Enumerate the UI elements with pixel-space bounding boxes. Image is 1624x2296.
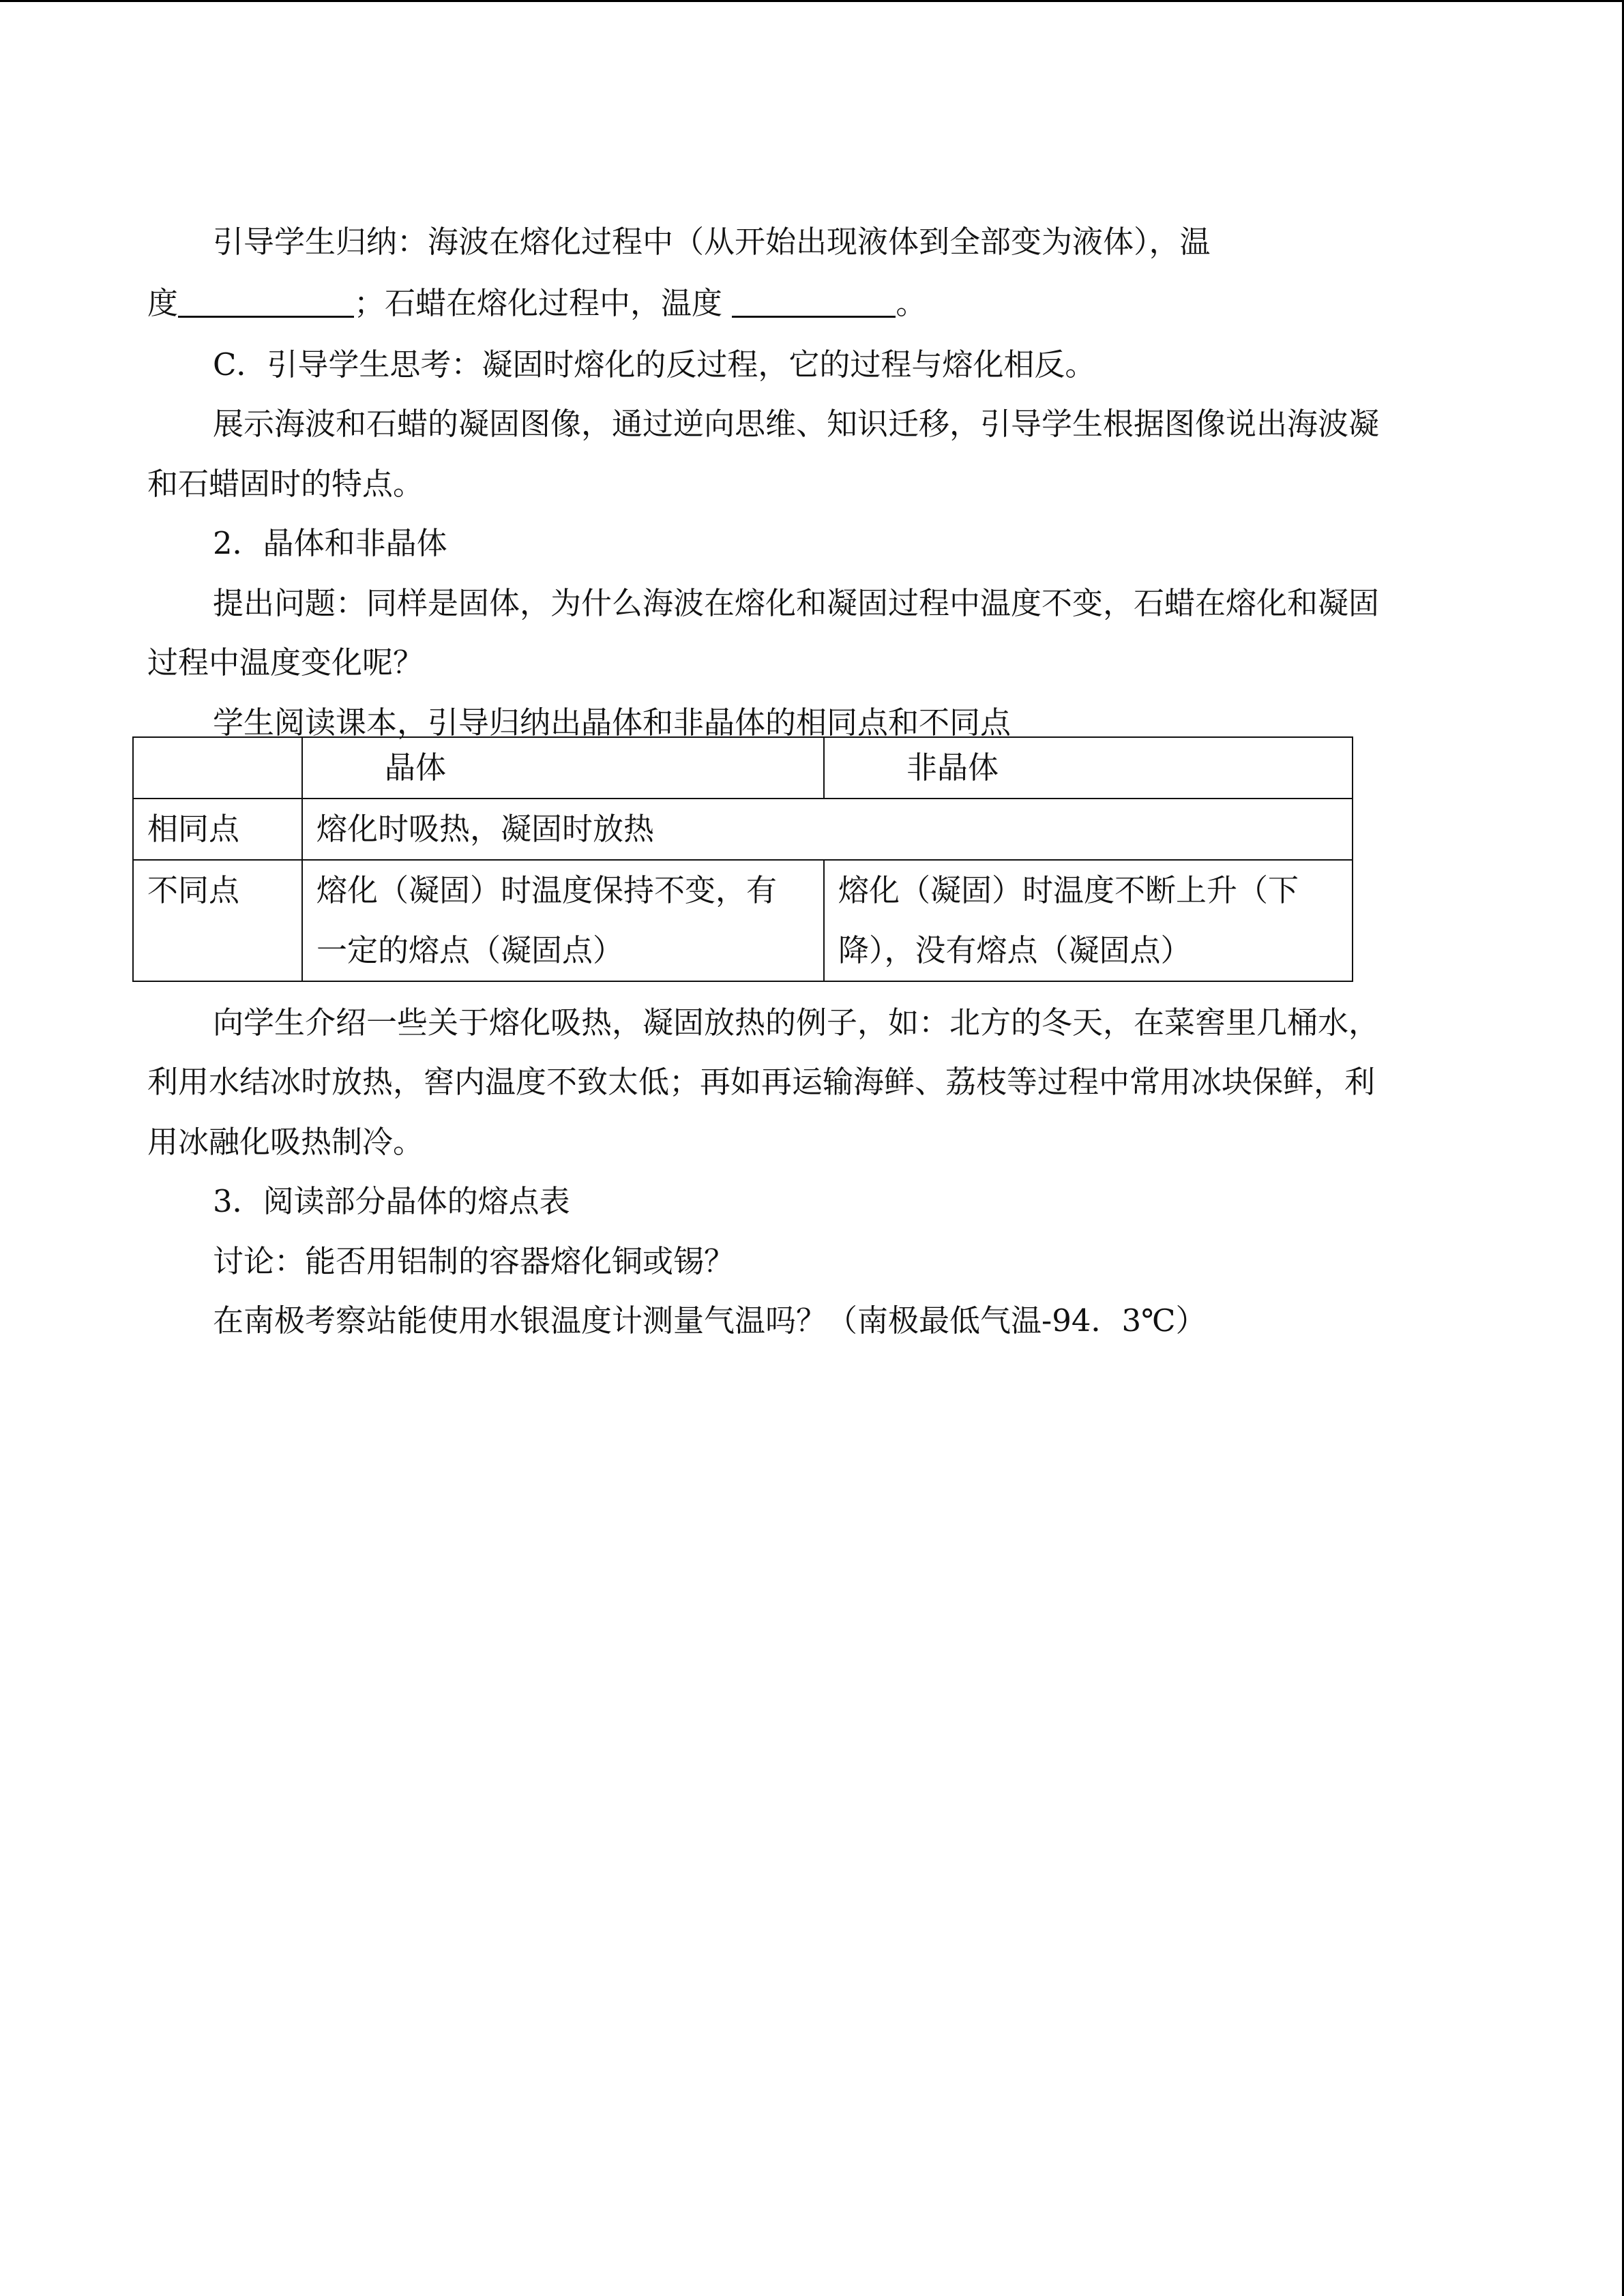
paragraph-2: C．引导学生思考：凝固时熔化的反过程，它的过程与熔化相反。 (213, 346, 1096, 383)
paragraph-6-line-1: 向学生介绍一些关于熔化吸热，凝固放热的例子，如：北方的冬天，在菜窖里几桶水， (213, 1004, 1380, 1041)
paragraph-1-mid: ；石蜡在熔化过程中，温度 (354, 285, 733, 321)
table-header-empty (133, 737, 302, 799)
paragraph-1-start: 度 (147, 285, 179, 321)
diff-label: 不同点 (133, 860, 302, 981)
page-top-border (0, 0, 1624, 2)
fill-blank-1[interactable] (178, 288, 354, 318)
paragraph-8: 在南极考察站能使用水银温度计测量气温吗？（南极最低气温-94．3℃） (213, 1302, 1207, 1339)
paragraph-5: 学生阅读课本，引导归纳出晶体和非晶体的相同点和不同点 (213, 704, 1012, 741)
paragraph-6-line-2: 利用水结冰时放热，窖内温度不致太低；再如再运输海鲜、荔枝等过程中常用冰块保鲜，利 (147, 1064, 1376, 1100)
diff-crystal-line-2: 一定的熔点（凝固点） (316, 932, 624, 968)
diff-crystal-line-1: 熔化（凝固）时温度保持不变，有 (316, 872, 778, 908)
paragraph-7: 讨论：能否用铝制的容器熔化铜或锡？ (213, 1243, 735, 1279)
paragraph-4-line-1: 提出问题：同样是固体，为什么海波在熔化和凝固过程中温度不变，石蜡在熔化和凝固 (213, 585, 1380, 621)
same-label: 相同点 (133, 799, 302, 860)
comparison-table (132, 736, 1353, 982)
same-value: 熔化时吸热，凝固时放热 (302, 799, 1353, 860)
section-heading-3: 3．阅读部分晶体的熔点表 (213, 1183, 570, 1219)
paragraph-6-line-3: 用冰融化吸热制冷。 (147, 1124, 424, 1160)
fill-blank-2[interactable] (732, 288, 896, 318)
diff-crystal (302, 860, 824, 981)
diff-amorphous-line-1: 熔化（凝固）时温度不断上升（下 (838, 872, 1299, 908)
table-header-row (133, 737, 1353, 799)
paragraph-3-line-2: 和石蜡固时的特点。 (147, 466, 424, 502)
paragraph-3-line-1: 展示海波和石蜡的凝固图像，通过逆向思维、知识迁移，引导学生根据图像说出海波凝 (213, 406, 1380, 442)
diff-amorphous-line-2: 降），没有熔点（凝固点） (838, 932, 1192, 968)
paragraph-1-line-1: 引导学生归纳：海波在熔化过程中（从开始出现液体到全部变为液体），温 (213, 224, 1211, 260)
table-row-diff (133, 860, 1353, 981)
table-header-crystal: 晶体 (302, 737, 824, 799)
section-heading-2: 2．晶体和非晶体 (213, 525, 447, 561)
table-row-same (133, 799, 1353, 860)
paragraph-1-end: 。 (896, 285, 927, 321)
paragraph-4-line-2: 过程中温度变化呢？ (147, 644, 424, 681)
diff-amorphous (824, 860, 1353, 981)
table-header-amorphous: 非晶体 (824, 737, 1353, 799)
paragraph-1-line-2 (147, 278, 926, 323)
